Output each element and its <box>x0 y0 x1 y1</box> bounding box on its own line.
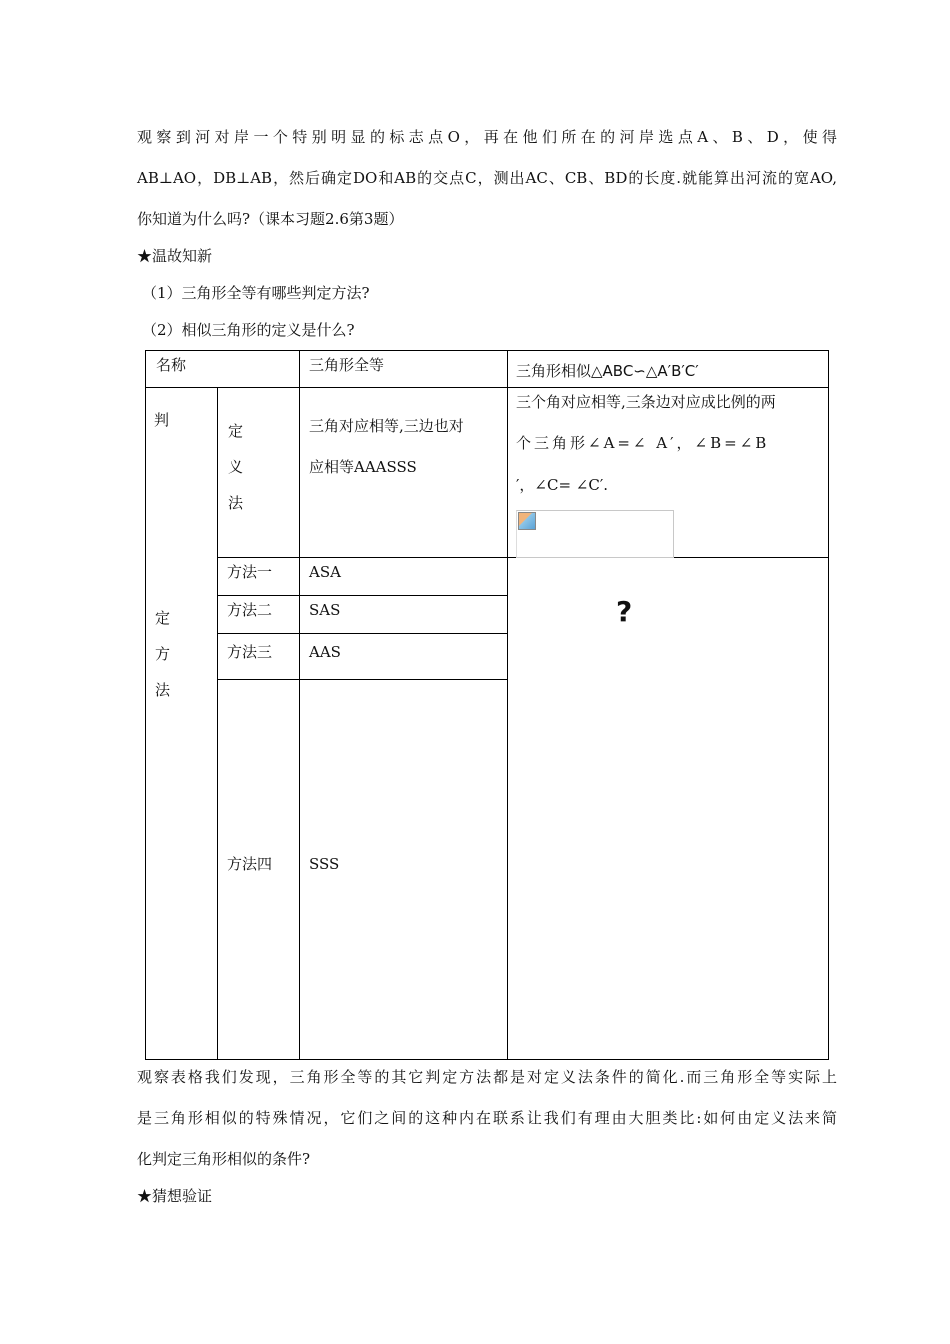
def-congruent-1: 三角对应相等,三边也对 <box>309 417 464 435</box>
def-similar-1: 三个角对应相等,三条边对应成比例的两 <box>516 393 776 411</box>
def-similar-3: ′，∠C= ∠C′. <box>516 476 609 494</box>
review-heading: ★温故知新 <box>137 247 213 265</box>
def-label-3: 法 <box>228 494 244 512</box>
definition-congruent-cell <box>300 388 508 558</box>
side-label-1: 判 <box>154 411 170 429</box>
def-similar-2: 个三角形∠A=∠ A′，∠B=∠B <box>516 434 770 452</box>
conclusion-line-1: 观察表格我们发现，三角形全等的其它判定方法都是对定义法条件的简化.而三角形全等实际上 <box>137 1068 837 1086</box>
method3-label: 方法三 <box>227 643 273 661</box>
def-congruent-2: 应相等AAASSS <box>309 458 417 476</box>
method3-value: AAS <box>309 643 341 661</box>
method4-label-cell <box>218 680 300 1060</box>
header-congruent: 三角形全等 <box>309 356 385 374</box>
image-icon <box>518 512 536 530</box>
side-label-4: 法 <box>155 681 171 699</box>
def-label-1: 定 <box>228 422 244 440</box>
header-name-cell <box>146 351 300 388</box>
intro-line-2: AB⊥AO，DB⊥AB，然后确定DO和AB的交点C，测出AC、CB、BD的长度.就能算出河流的宽AO, <box>137 169 837 187</box>
method1-value: ASA <box>309 563 341 581</box>
method3-label-cell <box>218 634 300 680</box>
guess-heading: ★猜想验证 <box>137 1187 213 1205</box>
method4-value-cell <box>300 680 508 1060</box>
side-label-2: 定 <box>155 609 171 627</box>
def-label-2: 义 <box>228 458 244 476</box>
intro-line-1: 观察到河对岸一个特别明显的标志点O，再在他们所在的河岸选点A、B、D，使得 <box>137 128 837 146</box>
intro-line-3: 你知道为什么吗?（课本习题2.6第3题） <box>137 210 404 228</box>
method3-value-cell <box>300 634 508 680</box>
broken-image-placeholder <box>516 510 674 558</box>
method1-label-cell <box>218 558 300 596</box>
method2-value-cell <box>300 596 508 634</box>
method4-label: 方法四 <box>227 855 273 873</box>
review-question-1: （1）三角形全等有哪些判定方法? <box>142 284 370 302</box>
similar-methods-cell <box>508 558 829 1060</box>
method2-value: SAS <box>309 601 341 619</box>
method1-label: 方法一 <box>227 563 273 581</box>
method4-value: SSS <box>309 855 340 873</box>
review-question-2: （2）相似三角形的定义是什么? <box>142 321 355 339</box>
header-name: 名称 <box>156 356 187 374</box>
definition-label-cell <box>218 388 300 558</box>
header-similar: 三角形相似△ABC∽△A′B′C′ <box>516 362 699 380</box>
method2-label-cell <box>218 596 300 634</box>
header-similar-cell <box>508 351 829 388</box>
conclusion-line-3: 化判定三角形相似的条件? <box>137 1150 311 1168</box>
unknown-mark: ? <box>616 595 633 628</box>
judge-method-cell <box>146 388 218 1060</box>
side-label-3: 方 <box>155 645 171 663</box>
method1-value-cell <box>300 558 508 596</box>
definition-similar-cell <box>508 388 829 558</box>
method2-label: 方法二 <box>227 601 273 619</box>
header-congruent-cell <box>300 351 508 388</box>
conclusion-line-2: 是三角形相似的特殊情况，它们之间的这种内在联系让我们有理由大胆类比:如何由定义法来简 <box>137 1109 837 1127</box>
comparison-table <box>145 350 829 1060</box>
